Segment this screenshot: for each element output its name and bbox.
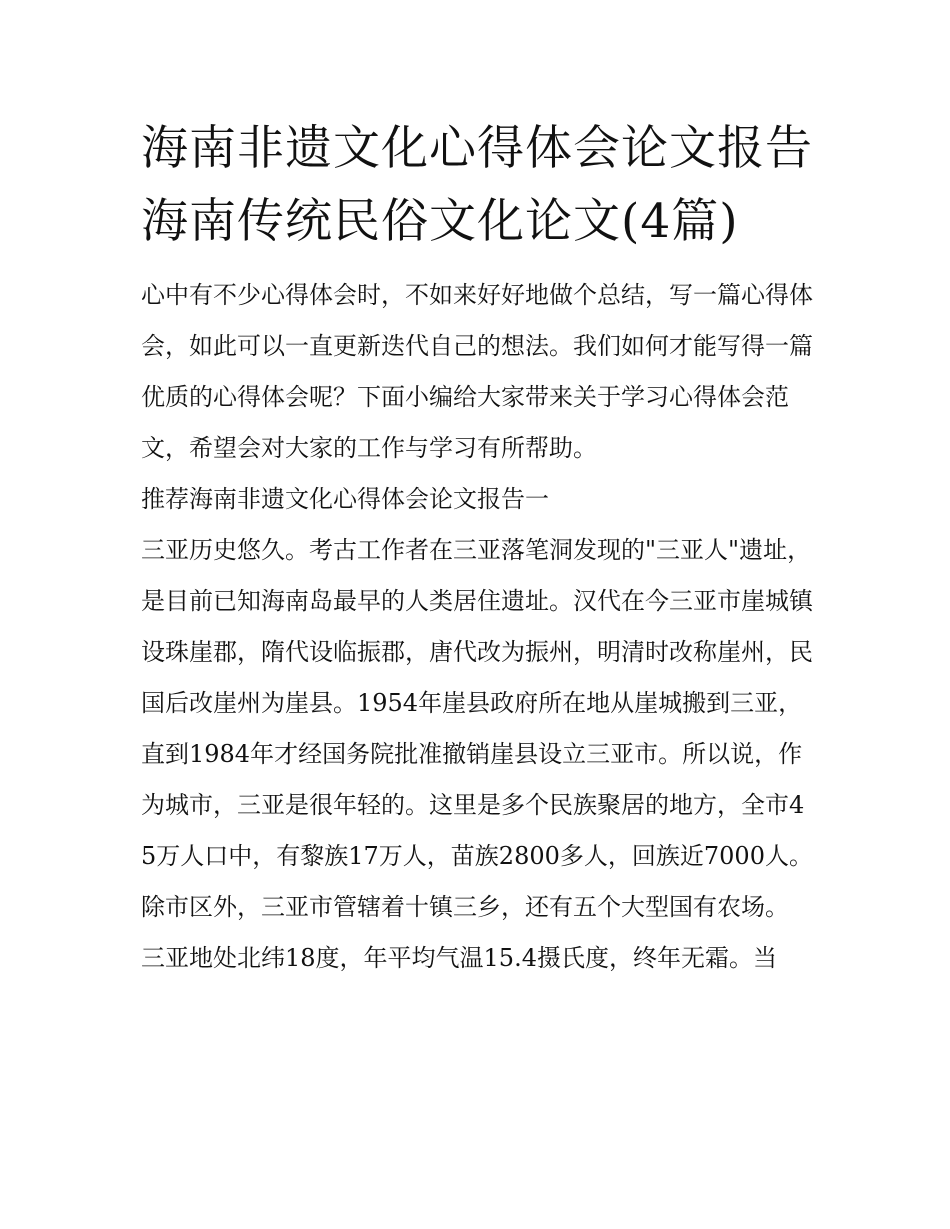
section-heading: 推荐海南非遗文化心得体会论文报告一: [141, 485, 549, 513]
intro-paragraph: 心中有不少心得体会时，不如来好好地做个总结，写一篇心得体会，如此可以一直更新迭代自己的想法。我们如何才能写得一篇优质的心得体会呢？下面小编给大家带来关于学习心得体会范文，希望会对大家的工作与学习有所帮助。: [141, 281, 813, 462]
climate-paragraph: 三亚地处北纬18度，年平均气温15.4摄氏度，终年无霜。当: [141, 944, 777, 972]
history-paragraph: 三亚历史悠久。考古工作者在三亚落笔洞发现的"三亚人"遗址，是目前已知海南岛最早的人类居住遗址。汉代在今三亚市崖城镇设珠崖郡，隋代设临振郡，唐代改为振州，明清时改称崖州，民国后改崖州为崖县。1954年崖县政府所在地从崖城搬到三亚，直到1984年才经国务院批准撤销崖县设立三亚市。所以说，作为城市，三亚是很年轻的。这里是多个民族聚居的地方，全市45万人口中，有黎族17万人，苗族2800多人，回族近7000人。除市区外，三亚市管辖着十镇三乡，还有五个大型国有农场。: [141, 536, 813, 921]
document-body: [141, 112, 816, 984]
document-title: 海南非遗文化心得体会论文报告 海南传统民俗文化论文(4篇): [141, 121, 813, 249]
